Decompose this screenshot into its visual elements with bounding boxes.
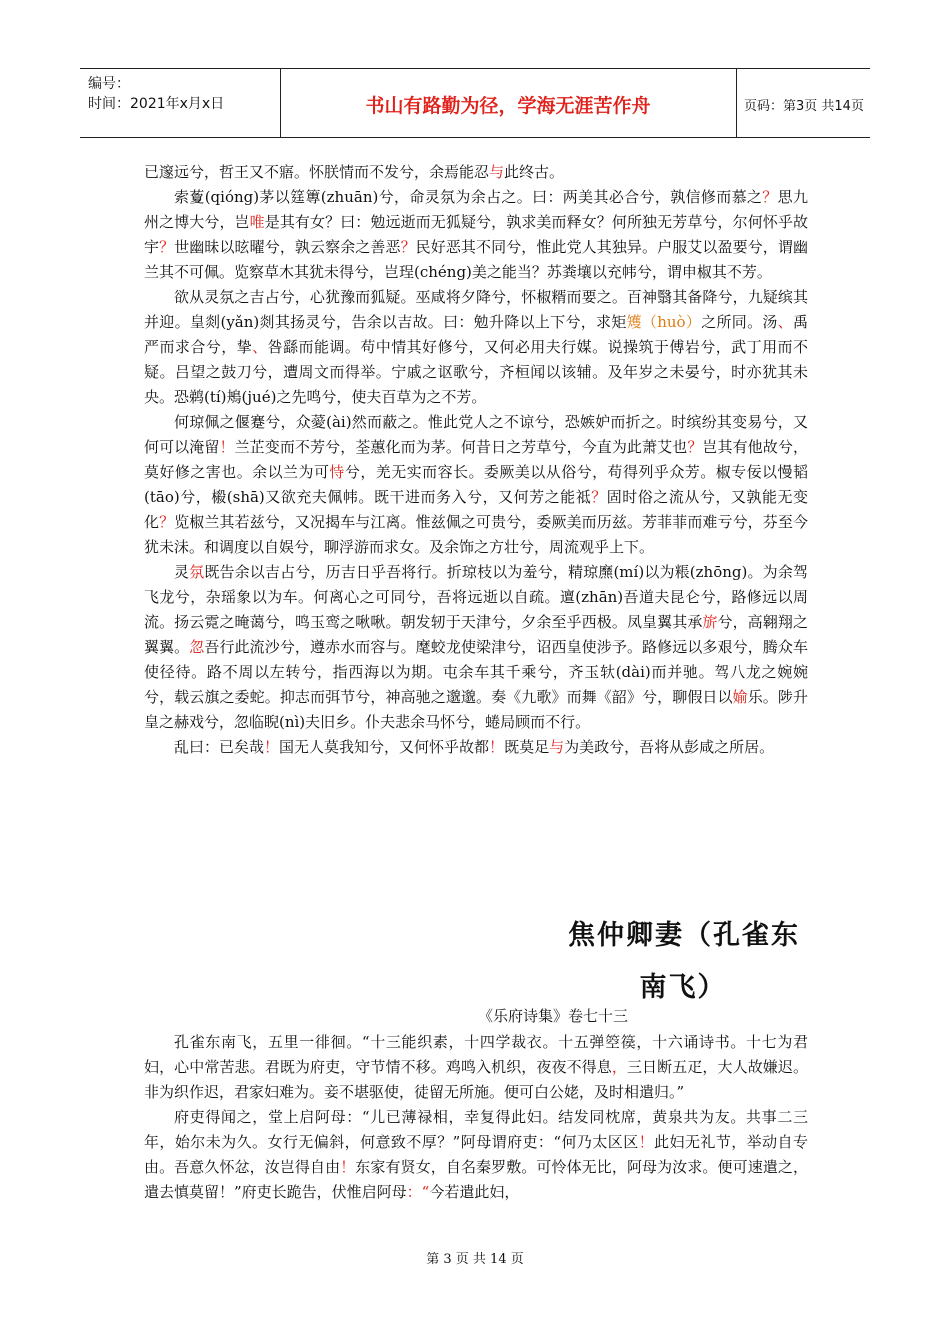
paragraph: 已邃远兮，哲王又不寤。怀朕情而不发兮，余焉能忍与此终古。	[144, 163, 565, 181]
header-page-cell	[736, 69, 870, 137]
poem-title-line1: 焦仲卿妻（孔雀东	[568, 920, 800, 951]
number-label: 编号：	[88, 76, 130, 92]
lisao-passage	[144, 160, 808, 760]
header-motto-cell	[280, 69, 737, 137]
paragraph: 乱曰：已矣哉！国无人莫我知兮，又何怀乎故都！既莫足与为美政兮，吾将从彭咸之所居。	[174, 738, 775, 756]
page-label: 页码：第3页 共14页	[744, 99, 864, 114]
poem-title-line2: 南飞）	[639, 972, 727, 1003]
poem-title	[568, 910, 828, 1014]
paragraph: 欲从灵氛之吉占兮，心犹豫而狐疑。巫咸将夕降兮，怀椒糈而要之。百神翳其备降兮，九疑缤其并迎。皇剡(yǎn)剡其扬灵兮，告余以吉故。曰：勉升降以上下兮，求矩矱（huò）之所同。汤、禹严而求合兮，挚、咎繇而能调。苟中情其好修兮，又何必用夫行媒。说操筑于傅岩兮，武丁用而不疑。吕望之鼓刀兮，遭周文而得举。宁戚之讴歌兮，齐桓闻以该辅。及年岁之未晏兮，时亦犹其未央。恐鹈(tí)鴂(jué)之先鸣兮，使夫百草为之不芳。	[144, 288, 808, 406]
poem-body	[144, 1030, 808, 1205]
paragraph: 府吏得闻之，堂上启阿母：“儿已薄禄相，幸复得此妇。结发同枕席，黄泉共为友。共事二三年，始尔未为久。女行无偏斜，何意致不厚？”阿母谓府吏：“何乃太区区！此妇无礼节，举动自专由。吾意久怀忿，汝岂得自由！东家有贤女，自名秦罗敷。可怜体无比，阿母为汝求。便可速遣之，遣去慎莫留！”府吏长跪告，伏惟启阿母：“今若遣此妇，	[144, 1108, 808, 1201]
paragraph: 灵氛既告余以吉占兮，历吉日乎吾将行。折琼枝以为羞兮，精琼爢(mí)以为粻(zhōng)。为余驾飞龙兮，杂瑶象以为车。何离心之可同兮，吾将远逝以自疏。邅(zhān)吾道夫昆仑兮，路修远以周流。扬云霓之晻蔼兮，鸣玉鸾之啾啾。朝发轫于天津兮，夕余至乎西极。凤皇翼其承旂兮，高翱翔之翼翼。忽吾行此流沙兮，遵赤水而容与。麾蛟龙使梁津兮，诏西皇使涉予。路修远以多艰兮，腾众车使径待。路不周以左转兮，指西海以为期。屯余车其千乘兮，齐玉轪(dài)而并驰。驾八龙之婉婉兮，载云旗之委蛇。抑志而弭节兮，神高驰之邈邈。奏《九歌》而舞《韶》兮，聊假日以媮乐。陟升皇之赫戏兮，忽临睨(nì)夫旧乡。仆夫悲余马怀兮，蜷局顾而不行。	[144, 563, 808, 731]
paragraph: 索藑(qióng)茅以筳篿(zhuān)兮，命灵氛为余占之。曰：两美其必合兮，孰信修而慕之？思九州之博大兮，岂唯是其有女？曰：勉远逝而无狐疑兮，孰求美而释女？何所独无芳草兮，尔何怀乎故宇？世幽昧以昡曜兮，孰云察余之善恶？民好恶其不同兮，惟此党人其独异。户服艾以盈要兮，谓幽兰其不可佩。览察草木其犹未得兮，岂珵(chéng)美之能当？苏粪壤以充帏兮，谓申椒其不芳。	[144, 188, 808, 281]
paragraph: 何琼佩之偃蹇兮，众薆(ài)然而蔽之。惟此党人之不谅兮，恐嫉妒而折之。时缤纷其变易兮，又何可以淹留！兰芷变而不芳兮，荃蕙化而为茅。何昔日之芳草兮，今直为此萧艾也？岂其有他故兮，莫好修之害也。余以兰为可恃兮，羌无实而容长。委厥美以从俗兮，苟得列乎众芳。椒专佞以慢韬(tāo)兮，榝(shā)又欲充夫佩帏。既干进而务入兮，又何芳之能祗？固时俗之流从兮，又孰能无变化？览椒兰其若兹兮，又况揭车与江离。惟兹佩之可贵兮，委厥美而历兹。芳菲菲而难亏兮，芬至今犹未沬。和调度以自娱兮，聊浮游而求女。及余饰之方壮兮，周流观乎上下。	[144, 413, 808, 556]
page-header	[80, 68, 870, 138]
poem-source: 《乐府诗集》卷七十三	[477, 1007, 628, 1025]
date-label: 时间：2021年x月x日	[88, 96, 225, 112]
page-footer: 第 3 页 共 14 页	[426, 1252, 524, 1267]
motto: 书山有路勤为径，学海无涯苦作舟	[365, 95, 651, 117]
paragraph: 孔雀东南飞，五里一徘徊。“十三能织素，十四学裁衣。十五弹箜篌，十六诵诗书。十七为君妇，心中常苦悲。君既为府吏，守节情不移。鸡鸣入机织，夜夜不得息，三日断五疋，大人故嫌迟。非为织作迟，君家妇难为。妾不堪驱使，徒留无所施。便可白公姥，及时相遣归。”	[144, 1033, 808, 1101]
header-info-cell	[80, 69, 281, 137]
